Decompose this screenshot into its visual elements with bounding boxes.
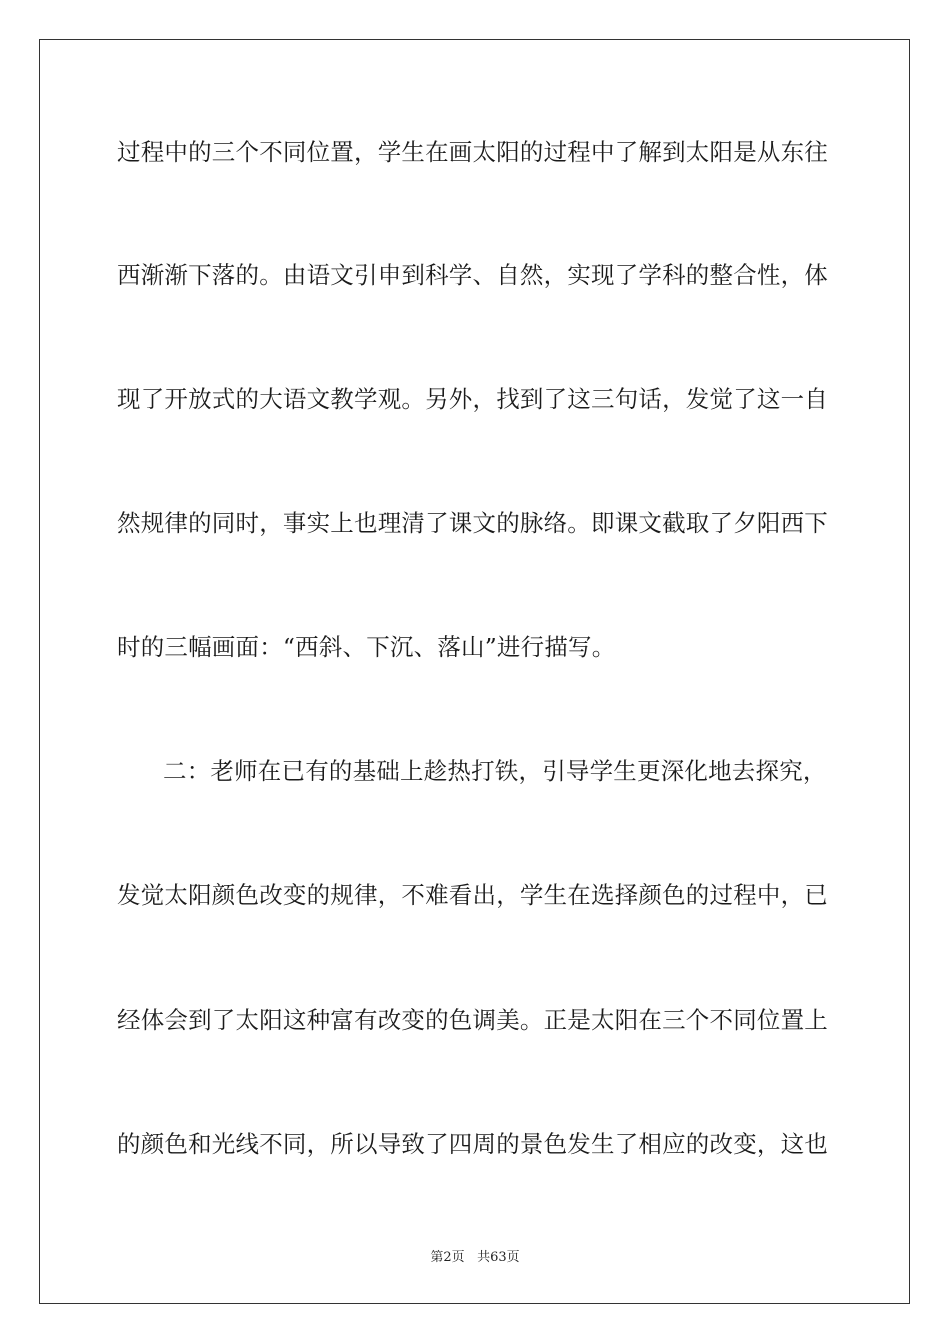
body-text-line: 然规律的同时，事实上也理清了课文的脉络。即课文截取了夕阳西下: [117, 509, 828, 537]
body-text-line: 发觉太阳颜色改变的规律，不难看出，学生在选择颜色的过程中，已: [117, 881, 828, 909]
body-text-line: 经体会到了太阳这种富有改变的色调美。正是太阳在三个不同位置上: [117, 1006, 828, 1034]
page-number: 第2页: [430, 1250, 465, 1265]
body-text-line: 时的三幅画面：“西斜、下沉、落山”进行描写。: [117, 633, 616, 661]
paragraph-first-line: 二：老师在已有的基础上趁热打铁，引导学生更深化地去探究，: [163, 757, 827, 785]
total-pages: 共63页: [477, 1250, 520, 1265]
page-footer: [0, 1249, 950, 1267]
body-text-line: 的颜色和光线不同，所以导致了四周的景色发生了相应的改变，这也: [117, 1130, 828, 1158]
body-text-line: 西渐渐下落的。由语文引申到科学、自然，实现了学科的整合性，体: [117, 261, 828, 289]
body-text-line: 现了开放式的大语文教学观。另外，找到了这三句话，发觉了这一自: [117, 385, 828, 413]
body-text-line: 过程中的三个不同位置，学生在画太阳的过程中了解到太阳是从东往: [117, 138, 828, 166]
page-border: [39, 39, 910, 1304]
